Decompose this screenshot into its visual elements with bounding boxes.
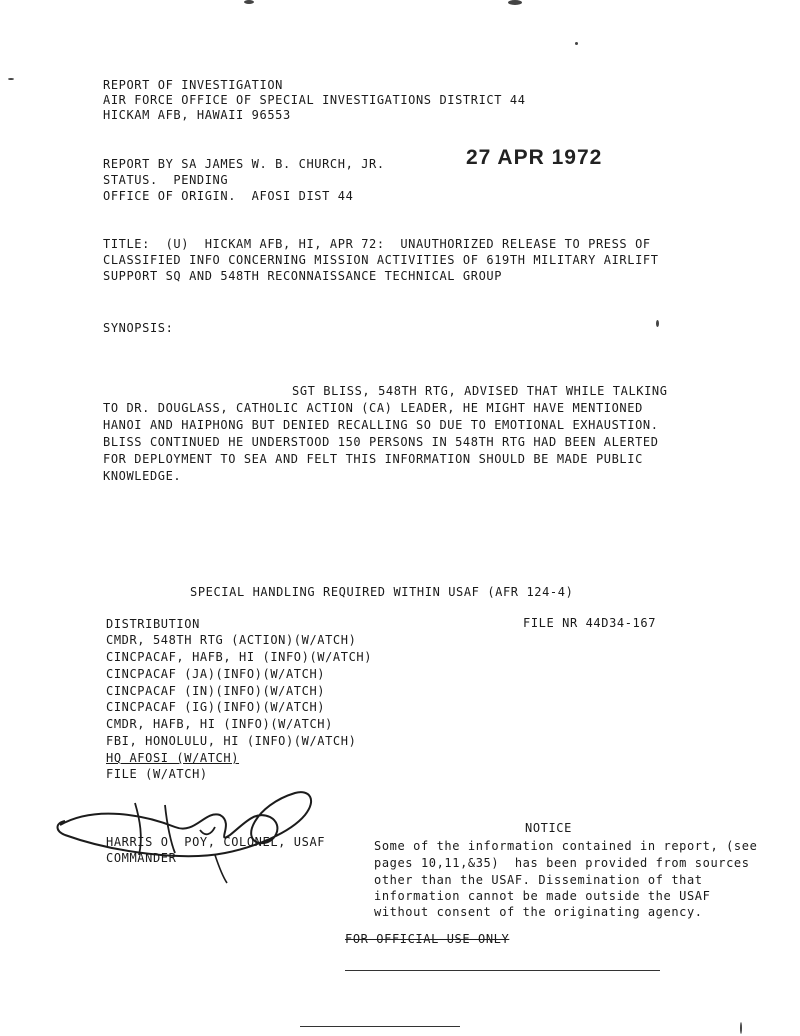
synopsis-line-3: HANOI AND HAIPHONG BUT DENIED RECALLING SO DUE TO EMOTIONAL EXHAUSTION. (103, 418, 659, 432)
date-stamp: 27 APR 1972 (466, 146, 603, 169)
distribution-item: CMDR, 548TH RTG (ACTION)(W/ATCH) (106, 633, 357, 647)
signer-name: HARRIS O. POY, COLONEL, USAF (106, 835, 326, 849)
signer-title: COMMANDER (106, 851, 177, 865)
rule-line (300, 1026, 460, 1027)
district-line: AIR FORCE OFFICE OF SPECIAL INVESTIGATIONS DISTRICT 44 (103, 93, 526, 107)
distribution-item: CINCPACAF (JA)(INFO)(W/ATCH) (106, 667, 326, 681)
scan-speck (8, 78, 14, 80)
distribution-item: HQ AFOSI (W/ATCH) (106, 751, 240, 765)
synopsis-line-4: BLISS CONTINUED HE UNDERSTOOD 150 PERSONS IN 548TH RTG HAD BEEN ALERTED (103, 435, 659, 449)
file-number: FILE NR 44D34-167 (523, 616, 657, 630)
synopsis-line-1: SGT BLISS, 548TH RTG, ADVISED THAT WHILE TALKING (292, 384, 668, 398)
report-heading: REPORT OF INVESTIGATION (103, 78, 283, 92)
synopsis-line-6: KNOWLEDGE. (103, 469, 182, 483)
distribution-item: CINCPACAF, HAFB, HI (INFO)(W/ATCH) (106, 650, 373, 664)
location-line: HICKAM AFB, HAWAII 96553 (103, 108, 291, 122)
scan-speck (508, 0, 522, 5)
notice-line-2: pages 10,11,&35) has been provided from sources (374, 856, 750, 870)
synopsis-line-2: TO DR. DOUGLASS, CATHOLIC ACTION (CA) LEADER, HE MIGHT HAVE MENTIONED (103, 401, 643, 415)
notice-heading: NOTICE (525, 821, 572, 835)
rule-line (345, 970, 660, 971)
notice-line-3: other than the USAF. Dissemination of that (374, 873, 703, 887)
title-line-1: TITLE: (U) HICKAM AFB, HI, APR 72: UNAUTHORIZED RELEASE TO PRESS OF (103, 237, 651, 251)
synopsis-label: SYNOPSIS: (103, 321, 174, 335)
fouo-marking: FOR OFFICIAL USE ONLY (345, 932, 510, 946)
notice-line-4: information cannot be made outside the USAF (374, 889, 711, 903)
distribution-label: DISTRIBUTION (106, 617, 200, 631)
status-line: STATUS. PENDING (103, 173, 229, 187)
title-line-2: CLASSIFIED INFO CONCERNING MISSION ACTIVITIES OF 619TH MILITARY AIRLIFT (103, 253, 659, 267)
scan-speck (244, 0, 254, 4)
distribution-item: FILE (W/ATCH) (106, 767, 208, 781)
scan-speck (656, 320, 659, 327)
special-handling: SPECIAL HANDLING REQUIRED WITHIN USAF (AFR 124-4) (190, 585, 574, 599)
scan-speck (575, 42, 578, 45)
notice-line-1: Some of the information contained in report, (see (374, 839, 758, 853)
title-line-3: SUPPORT SQ AND 548TH RECONNAISSANCE TECHNICAL GROUP (103, 269, 503, 283)
scan-speck (740, 1022, 742, 1034)
distribution-item: FBI, HONOLULU, HI (INFO)(W/ATCH) (106, 734, 357, 748)
distribution-item: CMDR, HAFB, HI (INFO)(W/ATCH) (106, 717, 333, 731)
distribution-item: CINCPACAF (IG)(INFO)(W/ATCH) (106, 700, 326, 714)
office-of-origin: OFFICE OF ORIGIN. AFOSI DIST 44 (103, 189, 354, 203)
report-by: REPORT BY SA JAMES W. B. CHURCH, JR. (103, 157, 385, 171)
signature-scribble (55, 775, 320, 885)
synopsis-line-5: FOR DEPLOYMENT TO SEA AND FELT THIS INFORMATION SHOULD BE MADE PUBLIC (103, 452, 643, 466)
notice-line-5: without consent of the originating agency. (374, 905, 703, 919)
distribution-item: CINCPACAF (IN)(INFO)(W/ATCH) (106, 684, 326, 698)
